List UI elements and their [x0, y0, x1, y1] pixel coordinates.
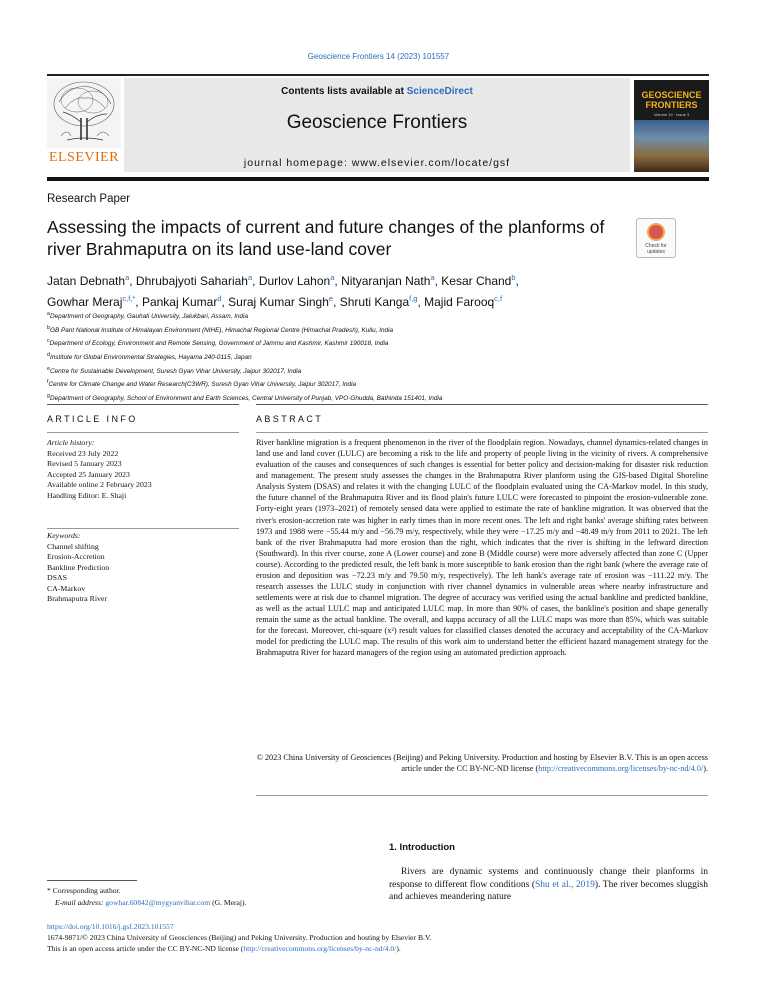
author: Jatan Debnath$^a$,: [47, 273, 136, 288]
cover-subtitle: Volume 14 · Issue 3: [653, 112, 690, 117]
issn-copyright: 1674-9871/© 2023 China University of Geosciences (Beijing) and Peking University. Production and hosting by Elsevier B.V.: [47, 933, 432, 942]
keyword: Channel shifting: [47, 541, 99, 551]
history-label: Article history:: [47, 438, 95, 447]
abstract-copyright: © 2023 China University of Geosciences (Beijing) and Peking University. Production and hosting by Elsevier B.V. This is an open access article under the CC BY-NC-ND license (http://creativecommons.org/licenses/by-nc-nd/4.0/).: [256, 753, 708, 774]
cc-license-link[interactable]: http://creativecommons.org/licenses/by-nc-nd/4.0/: [538, 764, 704, 774]
keyword: DSAS: [47, 573, 67, 582]
bookmark-badge-icon: [647, 223, 665, 241]
history-item: Handling Editor: E. Shaji: [47, 490, 127, 500]
affiliation: $^d$Institute for Global Environmental Strategies, Hayama 240-0115, Japan: [47, 351, 252, 361]
sciencedirect-link[interactable]: ScienceDirect: [406, 86, 473, 97]
abstract-body: River bankline migration is a frequent phenomenon in the river of the floodplain region. Nowadays, channel dynamics-related changes in land use and land cover (LULC) are becoming a risk to the life and property of people living in the vicinity of rivers. A comprehensive evaluation of the causes and consequences of such changes is essential for better policy and decision-making for disaster risk reduction and management. The present study assesses the changes in the Brahmaputra River planform using the GIS-based Digital Shoreline Analysis System (DSAS) and relates it with the changing LULC of the floodplain evaluated using the CA-Markov model. In this study, the future channel of the Brahmaputra River and its flood plain's future LULC were forecasted to pinpoint the erosion-vulnerable zone. Forty-eight years (1973–2021) of remotely sensed data were applied to estimate the rate of bankline migration. It was observed that the river's erosion-accretion rate was higher in early times than in more recent ones. The left and right banks' average shifting rates between 1973 and 1988 were −55.44 m/y and −56.79 m/y, respectively, while they were −17.25 m/y and −48.49 m/y from 2011 to 2021. The left bank of the river Brahmaputra had more erosion than the right, which indicates that the river is shifting in the leftward direction (Southward). In this river course, zone A (Lower course) and zone B (Middle course) were more adversely affected than zone C (Upper course). According to the predicted result, the left bank is more susceptible to bank erosion than the right bank (where the average rate of erosion and deposition was −72.23 m/y and 79.50 m/y, respectively). The left bank's average rate of erosion was −111.22 m/y. The research assesses the LULC study in conjunction with river channel dynamics in vulnerable areas where nearby infrastructure and settlements were at risk due to channel migration. The degree of accuracy was verified using the actual bankline and predicted bankline, as well as the actual LULC map and anticipated LULC map. In more than 90% of cases, the bankline's position and shape generally remain the same as the actual bankline. The overall, and kappa accuracy of all the LULC maps was more than 85%, which was suitable for the forecast. Moreover, chi-square (x²) result values for classified classes denoted the accuracy and acceptability of the CA-Markov model for predicting the LULC map. The results of this work aim to understand better the efficient hazard management strategy for the Brahmaputra River for hazard managers of the region using an automated prediction approach.: [256, 438, 708, 658]
author: Dhrubajyoti Sahariah$^a$,: [135, 273, 259, 288]
header-bottom-rule: [47, 177, 709, 181]
abstract-rule: [256, 404, 708, 405]
history-item: Received 23 July 2022: [47, 448, 119, 458]
email-link[interactable]: gowhar.60842@mygyanvihar.com: [105, 897, 211, 907]
affiliation: $^b$GB Pant National Institute of Himalayan Environment (NIHE), Himachal Regional Centre (Himachal Pradesh), Kullu, India: [47, 324, 394, 334]
citation-link[interactable]: Shu et al., 2019: [535, 879, 595, 890]
author: Pankaj Kumar$^d$,: [141, 294, 229, 309]
introduction-text: Rivers are dynamic systems and continuously change their planforms in response to different flow conditions (Shu et al., 2019). The river becomes sluggish and achieves meandering nature: [389, 867, 708, 902]
affiliation: $^g$Department of Geography, School of Environment and Earth Sciences, Central University of Punjab, VPO-Ghudda, Bathinda 151401, India: [47, 392, 443, 402]
author: Shruti Kanga$^{f,g}$,: [339, 294, 425, 309]
keywords-label: Keywords:: [47, 531, 81, 540]
keyword: Brahmaputra River: [47, 594, 107, 603]
history-item: Available online 2 February 2023: [47, 480, 152, 489]
article-history: [47, 438, 237, 501]
homepage-prefix: journal homepage:: [243, 157, 352, 169]
article-type: Research Paper: [47, 193, 131, 205]
history-item: Revised 5 January 2023: [47, 459, 122, 468]
abstract-rule-2: [256, 432, 708, 433]
keyword: CA-Markov: [47, 583, 86, 593]
cover-photo: [634, 120, 709, 172]
check-for-updates-button[interactable]: [636, 218, 676, 258]
article-title: Assessing the impacts of current and future changes of the planforms of river Brahmaputra on its land use-land cover: [47, 217, 605, 259]
history-item: Accepted 25 January 2023: [47, 469, 130, 479]
journal-cover-image[interactable]: [634, 80, 709, 172]
affiliation: $^c$Department of Ecology, Environment and Remote Sensing, Government of Jammu and Kashmir, Kashmir 190018, India: [47, 338, 389, 348]
author-list: [47, 269, 687, 311]
affiliation: $^e$Centre for Sustainable Development, Suresh Gyan Vihar University, Jaipur 302017, India: [47, 365, 302, 375]
keywords-rule: [47, 528, 239, 529]
abstract-end-rule: [256, 795, 708, 796]
article-info-rule: [47, 404, 239, 405]
author: Majid Farooq$^{c,f}$: [424, 294, 503, 309]
license-notice: This is an open access article under the CC BY-NC-ND license (http://creativecommons.org/licenses/by-nc-nd/4.0/).: [47, 944, 401, 953]
footnote-rule: [47, 880, 137, 881]
corresponding-author-footnote: * Corresponding author. E-mail address: gowhar.60842@mygyanvihar.com (G. Meraj).: [47, 885, 367, 908]
cover-title: GEOSCIENCE FRONTIERS: [641, 90, 702, 110]
author: Gowhar Meraj$^{c,f,*}$,: [47, 294, 142, 309]
keyword-list: [47, 531, 237, 605]
footer-license-link[interactable]: http://creativecommons.org/licenses/by-nc-nd/4.0/: [243, 944, 397, 953]
tree-icon: [47, 78, 121, 148]
publisher-name: ELSEVIER: [48, 150, 120, 165]
article-info-heading: ARTICLE INFO: [47, 414, 138, 424]
keyword: Erosion-Accretion: [47, 552, 105, 561]
corresponding-label: * Corresponding author.: [47, 886, 121, 895]
author: Nityaranjan Nath$^a$,: [341, 273, 442, 288]
author: Kesar Chand$^b$,: [441, 273, 519, 288]
homepage-url[interactable]: www.elsevier.com/locate/gsf: [351, 157, 511, 169]
journal-title: Geoscience Frontiers: [286, 112, 468, 133]
contents-prefix: Contents lists available at: [281, 86, 407, 97]
keyword: Bankline Prediction: [47, 562, 110, 572]
affiliation-list: [47, 309, 707, 404]
journal-homepage: [124, 157, 630, 169]
email-label: E-mail address:: [55, 897, 106, 907]
affiliation: $^f$Centre for Climate Change and Water Research(C3WR), Suresh Gyan Vihar University, Jaipur 302017, India: [47, 379, 357, 389]
doi-link[interactable]: https://doi.org/10.1016/j.gsf.2023.101557: [47, 922, 174, 931]
author: Durlov Lahon$^a$,: [258, 273, 342, 288]
affiliation: $^a$Department of Geography, Gauhati University, Jalukbari, Assam, India: [47, 311, 249, 321]
check-updates-label: Check for updates: [645, 243, 667, 255]
introduction-heading: 1. Introduction: [389, 842, 455, 853]
journal-reference[interactable]: Geoscience Frontiers 14 (2023) 101557: [307, 52, 450, 61]
contents-line: [124, 86, 630, 97]
article-info-rule-2: [47, 432, 239, 433]
header-top-rule: [47, 74, 709, 76]
author: Suraj Kumar Singh$^e$,: [228, 294, 340, 309]
abstract-heading: ABSTRACT: [256, 414, 324, 424]
